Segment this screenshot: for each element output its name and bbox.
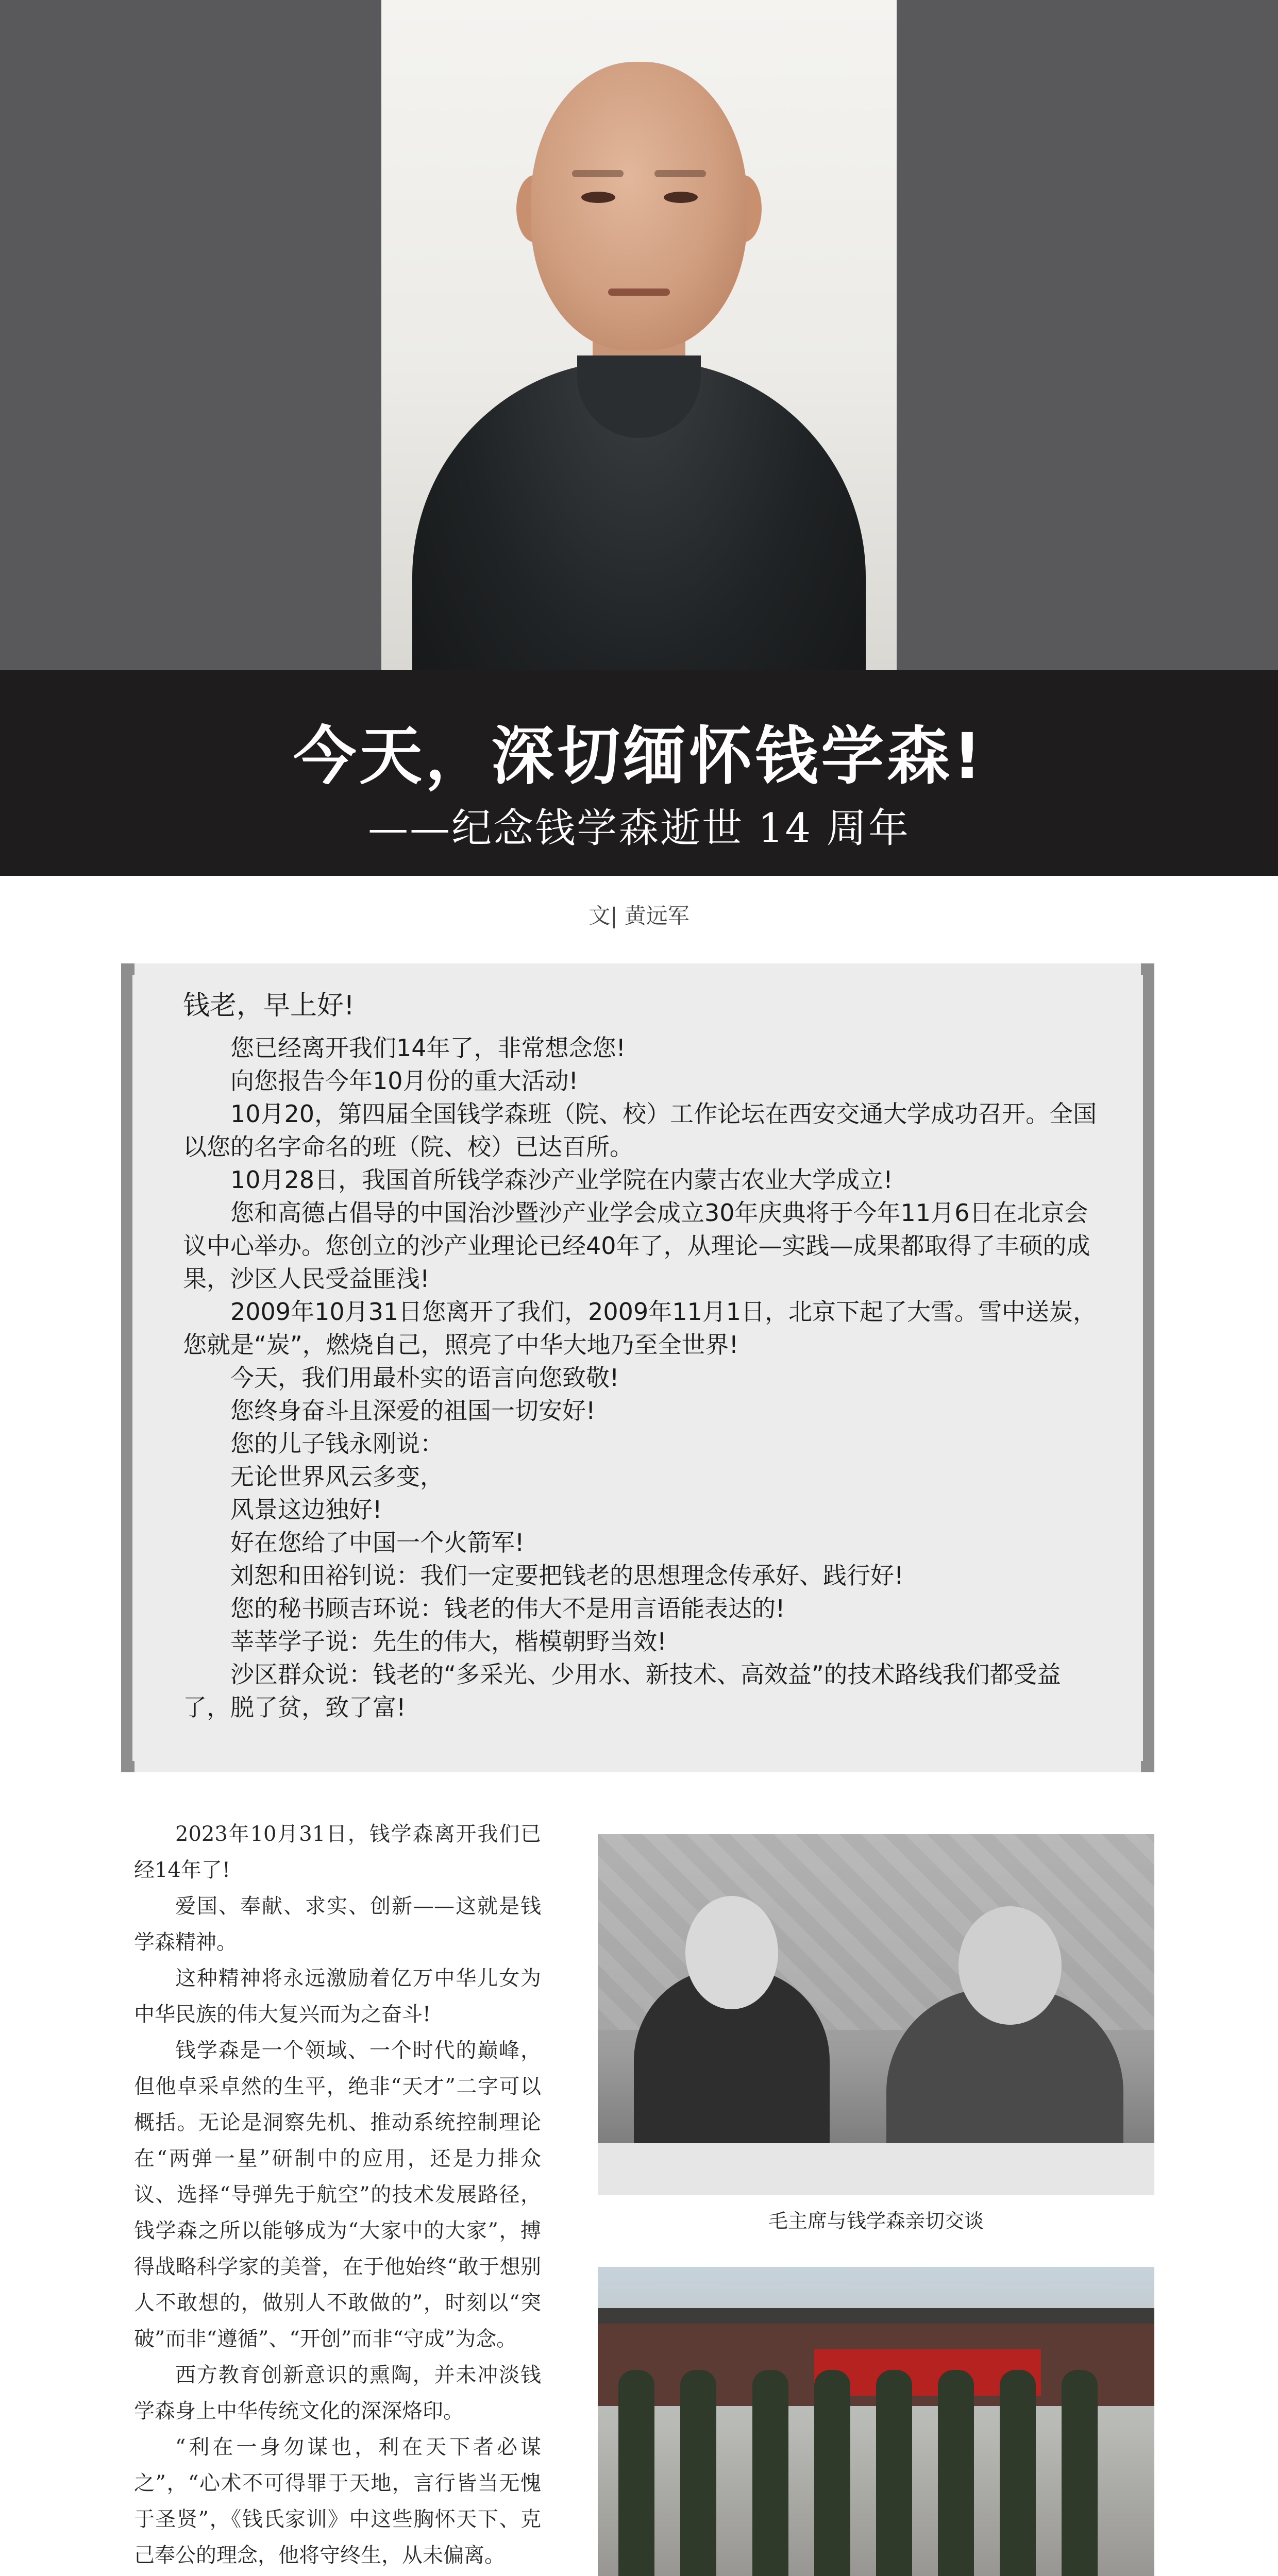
- article-paragraph: [134, 2573, 541, 2576]
- figure-soldier: [814, 2370, 850, 2576]
- portrait-eye: [664, 192, 698, 203]
- portrait-brow: [654, 170, 706, 177]
- figure-soldier: [752, 2370, 788, 2576]
- figure-soldier: [1062, 2370, 1098, 2576]
- article-paragraph: 这种精神将永远激励着亿万中华儿女为中华民族的伟大复兴而为之奋斗!: [134, 1967, 541, 2026]
- bracket-left: [121, 963, 134, 1772]
- article-column: [134, 1816, 541, 2576]
- article-paragraph: 2023年10月31日，钱学森离开我们已经14年了!: [134, 1822, 541, 1882]
- letter-paragraph: 10月20，第四届全国钱学森班（院、校）工作论坛在西安交通大学成功召开。全国以您的名字命名的班（院、校）已达百所。: [183, 1100, 1097, 1161]
- article-paragraph: 西方教育创新意识的熏陶，并未冲淡钱学森身上中华传统文化的深深烙印。: [134, 2363, 541, 2423]
- figure-soldier: [938, 2370, 974, 2576]
- photo-mao-and-qian: [598, 1834, 1154, 2195]
- author-byline: 文| 黄远军: [588, 903, 690, 928]
- letter-paragraph: 向您报告今年10月份的重大活动!: [230, 1067, 578, 1095]
- article-paragraph: “利在一身勿谋也，利在天下者必谋之”，“心术不可得罪于天地，言行皆当无愧于圣贤”，《钱氏家训》中这些胸怀天下、克己奉公的理念，他将守终生，从未偏离。: [134, 2435, 541, 2567]
- figure-head: [959, 1906, 1062, 2025]
- title-band: [0, 670, 1278, 876]
- letter-paragraph: 您终身奋斗且深爱的祖国一切安好!: [230, 1397, 596, 1425]
- portrait-mouth: [608, 289, 670, 296]
- letter-paragraph: 您和高德占倡导的中国治沙暨沙产业学会成立30年庆典将于今年11月6日在北京会议中心举办。您创立的沙产业理论已经40年了，从理论—实践—成果都取得了丰硕的成果，沙区人民受益匪浅!: [183, 1199, 1090, 1293]
- letter-paragraph: 10月28日，我国首所钱学森沙产业学院在内蒙古农业大学成立!: [230, 1166, 893, 1194]
- figure-head: [685, 1896, 778, 2009]
- photo-honor-guard: [598, 2267, 1154, 2576]
- figure-table: [598, 2143, 1154, 2195]
- letter-paragraph: 您已经离开我们14年了，非常想念您!: [230, 1034, 626, 1062]
- letter-body: [183, 989, 1103, 1724]
- article-paragraph: 爱国、奉献、求实、创新——这就是钱学森精神。: [134, 1894, 541, 1954]
- page-title: 今天，深切缅怀钱学森!: [293, 720, 985, 793]
- portrait-photo: [381, 0, 897, 670]
- portrait-brow: [572, 170, 624, 177]
- letter-paragraph: 2009年10月31日您离开了我们，2009年11月1日，北京下起了大雪。雪中送炭，您就是“炭”，燃烧自己，照亮了中华大地乃至全世界!: [183, 1298, 1097, 1359]
- portrait-eye: [581, 192, 615, 203]
- figure-soldier: [680, 2370, 716, 2576]
- figure-soldier: [876, 2370, 912, 2576]
- letter-paragraph: 好在您给了中国一个火箭军!: [230, 1529, 525, 1556]
- bracket-right: [1141, 963, 1154, 1772]
- letter-paragraph: 今天，我们用最朴实的语言向您致敬!: [230, 1364, 619, 1392]
- letter-paragraph: 风景这边独好!: [230, 1496, 382, 1523]
- letter-paragraph: 无论世界风云多变，: [230, 1463, 444, 1490]
- letter-paragraph: 莘莘学子说：先生的伟大，楷模朝野当效!: [230, 1628, 667, 1655]
- letter-box: [121, 963, 1154, 1772]
- figure-soldier: [1000, 2370, 1036, 2576]
- figure-soldier: [618, 2370, 654, 2576]
- letter-paragraph: 沙区群众说：钱老的“多采光、少用水、新技术、高效益”的技术路线我们都受益了，脱了贫，致了富!: [183, 1660, 1061, 1721]
- page-subtitle: ——纪念钱学森逝世 14 周年: [368, 805, 910, 852]
- article-paragraph: 钱学森是一个领域、一个时代的巅峰，但他卓采卓然的生平，绝非“天才”二字可以概括。无论是洞察先机、推动系统控制理论在“两弹一星”研制中的应用，还是力排众议、选择“导弹先于航空”的技术发展路径，钱学森之所以能够成为“大家中的大家”，搏得战略科学家的美誉，在于他始终“敢于想别人不敢想的，做别人不敢做的”，时刻以“突破”而非“遵循”、“开创”而非“守成”为念。: [134, 2039, 541, 2351]
- photo-caption: 毛主席与钱学森亲切交谈: [768, 2210, 984, 2232]
- letter-paragraph: 您的秘书顾吉环说：钱老的伟大不是用言语能表达的!: [230, 1595, 785, 1622]
- hero-section: [0, 0, 1278, 670]
- letter-paragraph: 刘恕和田裕钊说：我们一定要把钱老的思想理念传承好、践行好!: [230, 1562, 904, 1589]
- letter-paragraph: 您的儿子钱永刚说：: [230, 1430, 444, 1458]
- letter-greeting: 钱老，早上好!: [183, 990, 355, 1021]
- portrait-face: [531, 62, 747, 350]
